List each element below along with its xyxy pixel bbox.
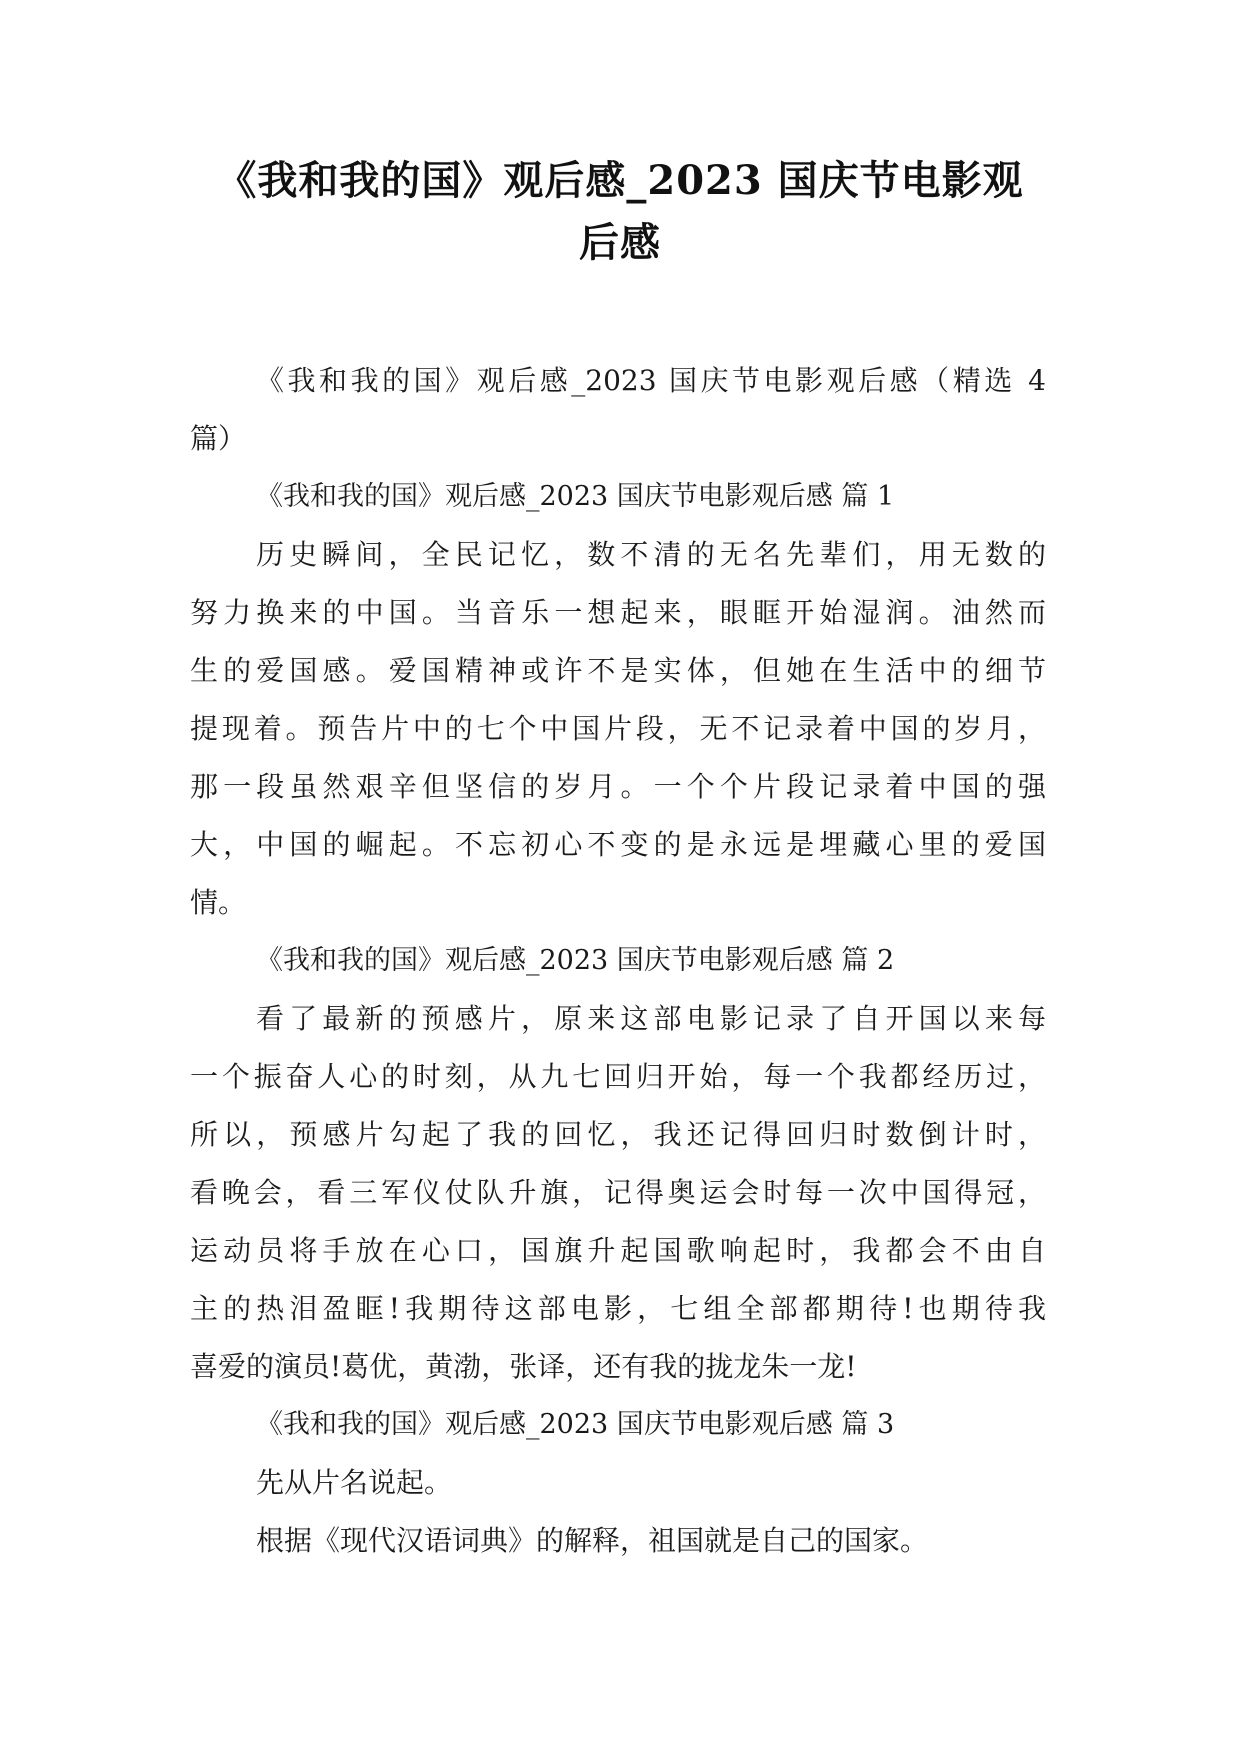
para-2-line-6: 主的热泪盈眶!我期待这部电影，七组全部都期待!也期待我 <box>190 1292 1046 1325</box>
para-1-line-6: 大，中国的崛起。不忘初心不变的是永远是埋藏心里的爱国 <box>190 828 1046 861</box>
para-3-line-1: 先从片名说起。 <box>256 1466 453 1499</box>
para-1-line-4: 提现着。预告片中的七个中国片段，无不记录着中国的岁月， <box>190 712 1046 745</box>
title-line-1: 《我和我的国》观后感_2023 国庆节电影观 <box>216 157 1024 204</box>
document-body <box>190 352 1046 1570</box>
intro-line-1: 《我和我的国》观后感_2023 国庆节电影观后感（精选 4 <box>256 364 1046 397</box>
section-heading-3: 《我和我的国》观后感_2023 国庆节电影观后感 篇 3 <box>256 1409 895 1440</box>
para-2-line-5: 运动员将手放在心口，国旗升起国歌响起时，我都会不由自 <box>190 1234 1046 1267</box>
para-4-line-1: 根据《现代汉语词典》的解释，祖国就是自己的国家。 <box>256 1524 929 1557</box>
para-1-line-3: 生的爱国感。爱国精神或许不是实体，但她在生活中的细节 <box>190 654 1046 687</box>
para-2-line-4: 看晚会，看三军仪仗队升旗，记得奥运会时每一次中国得冠， <box>190 1176 1046 1209</box>
title-line-2: 后感 <box>579 219 661 266</box>
section-heading-2: 《我和我的国》观后感_2023 国庆节电影观后感 篇 2 <box>256 945 895 976</box>
para-2-line-7: 喜爱的演员!葛优，黄渤，张译，还有我的拢龙朱一龙! <box>190 1350 857 1383</box>
para-1-line-7: 情。 <box>190 886 247 919</box>
para-1-line-5: 那一段虽然艰辛但坚信的岁月。一个个片段记录着中国的强 <box>190 770 1046 803</box>
para-2-line-2: 一个振奋人心的时刻，从九七回归开始，每一个我都经历过， <box>190 1060 1046 1093</box>
para-2-line-3: 所以，预感片勾起了我的回忆，我还记得回归时数倒计时， <box>190 1118 1046 1151</box>
para-1-line-1: 历史瞬间，全民记忆，数不清的无名先辈们，用无数的 <box>256 538 1046 571</box>
section-heading-1: 《我和我的国》观后感_2023 国庆节电影观后感 篇 1 <box>256 481 895 512</box>
para-1-line-2: 努力换来的中国。当音乐一想起来，眼眶开始湿润。油然而 <box>190 596 1046 629</box>
intro-line-2: 篇） <box>190 422 247 455</box>
document-title <box>180 150 1060 274</box>
para-2-line-1: 看了最新的预感片，原来这部电影记录了自开国以来每 <box>256 1002 1046 1035</box>
